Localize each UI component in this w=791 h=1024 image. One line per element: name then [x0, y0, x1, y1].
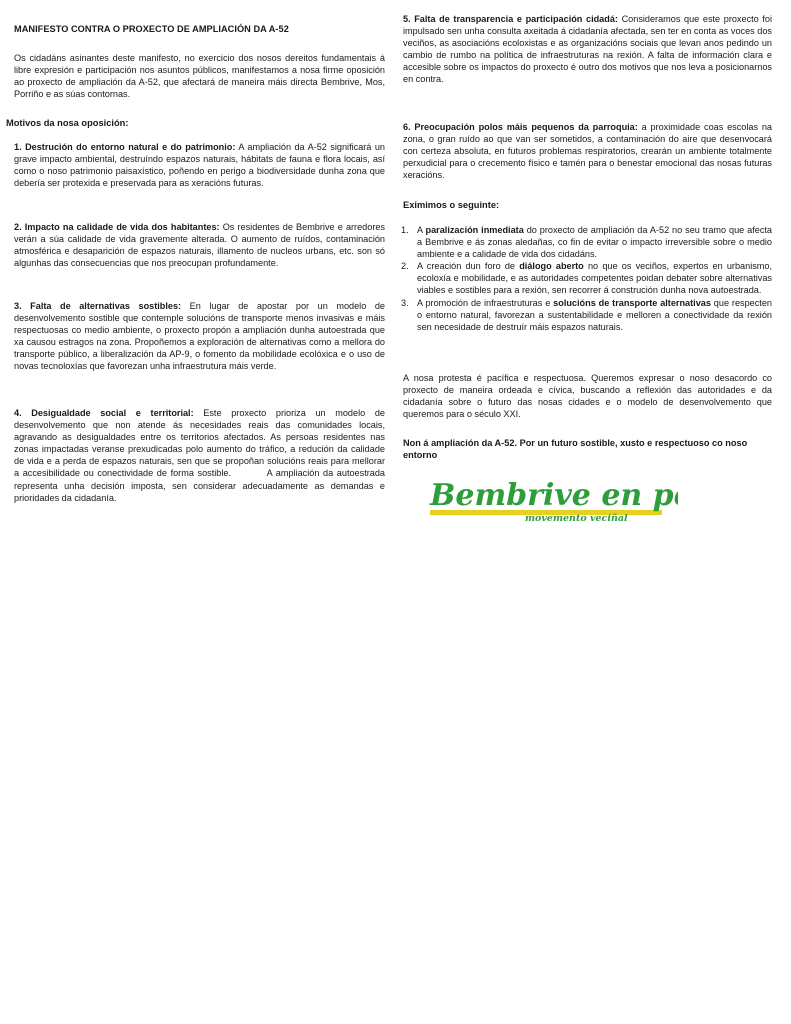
reason-text: Os residentes de Bembrive e arredores verán a súa calidade de vida gravemente alterada. O aumento de ruídos, contaminación atmosférica e desaparición de espazos naturais, illamento de nucleos urbans, etc. son só algunhas das consecuencias que nos preocupan profundamente.	[14, 222, 385, 269]
reason-4	[14, 407, 388, 504]
demand-text: no que os veciños, expertos en urbanismo, ecoloxía e mobilidade, e as autoridades competentes poidan debater sobre alternativas viables e sostibles para a rexión, sen recorrer á construción dunha nova autoestrada.	[417, 261, 772, 296]
reason-text: Este proxecto prioriza un modelo de desenvolvemento que non atende ás necesidades reais das comunidades locais, agravando as desigualdades entre os territorios afectados. As persoas residentes nas zonas impactadas veranse prexudicadas polo aumento do tráfico, a redución da calidade de vida e a perda de espazos naturais, sen que se propoñan solucións reais para mellorar a accesibilidade ou conectividade de forma sostible. A ampliación da autoestrada representa unha decisión imposta, sen considerar adecuadamente as demandas e prioridades da cidadanía.	[14, 408, 388, 503]
reason-5	[403, 13, 772, 86]
reason-lead: 1. Destrución do entorno natural e do patrimonio:	[14, 142, 236, 152]
demand-text: A promoción de infraestruturas e	[417, 297, 554, 308]
intro-paragraph	[14, 52, 385, 100]
reason-text: A ampliación da A-52 significará un grave impacto ambiental, destruíndo espazos naturais, hábitats de fauna e flora locais, así como o noso patrimonio paisaxístico, poñendo en perigo a biodiversidade dunha zona que debería ser protexida e preservada para as xeracións futuras.	[14, 142, 385, 189]
reason-1	[14, 141, 385, 189]
demand-emphasis: paralización inmediata	[425, 225, 524, 235]
logo-tagline: movemento veciñal	[525, 513, 628, 524]
demand-text: A creación dun foro de	[417, 261, 520, 272]
closing-text: A nosa protesta é pacífica e respectuosa. Queremos expresar o noso desacordo co proxecto de maneira ordeada e cívica, buscando a reflexión das autoridades e da cidadanía sobre o futuro das nosas cidades e o modelo de desenvolvemento que queremos para o século XXI.	[403, 373, 772, 420]
demand-item	[403, 260, 772, 296]
intro-text: Os cidadáns asinantes deste manifesto, no exercicio dos nosos dereitos fundamentais á libre expresión e participación nos asuntos públicos, manifestamos a nosa firme oposición ao proxecto de ampliación da A-52, que afectará de maneira máis directa Bembrive, Mos, Porriño e as súas contornas.	[14, 53, 385, 100]
demand-text: A	[417, 225, 426, 235]
exiximos-heading: Eximimos o seguinte:	[403, 200, 500, 210]
logo-wordmark: Bembrive en pé	[430, 478, 678, 513]
demand-emphasis: diálogo aberto	[519, 261, 584, 272]
demands-list	[403, 224, 772, 333]
reason-2	[14, 221, 385, 269]
closing-paragraph	[403, 372, 772, 420]
reason-lead: 2. Impacto na calidade de vida dos habitantes:	[14, 222, 220, 232]
reason-text: a proximidade coas escolas na zona, o gran ruído ao que van ser sometidos, a contaminación do aire que desenvocará con certeza absoluta, en futuros problemas respiratorios, crearán un ambiente totalmente perxudicial para o crecemento físico e tamén para o benestar emocional das nosas futuras xeracións.	[403, 122, 772, 181]
reason-lead: 4. Desigualdade social e territorial:	[14, 408, 194, 418]
demand-item	[403, 224, 772, 260]
demand-text: do proxecto de ampliación da A-52 no seu tramo que afecta a Bembrive e ás zonas aledañas, co fin de evitar o impacto irreversible sobre o medio ambiente e a calidade de vida dos cidadáns.	[417, 225, 773, 260]
document-title: MANIFESTO CONTRA O PROXECTO DE AMPLIACIÓN DA A-52	[14, 24, 289, 34]
demand-number: 3.	[401, 297, 409, 308]
reason-text: Consideramos que este proxecto foi impulsado sen unha consulta axeitada á cidadanía afectada, sen ter en conta as voces dos veciños, as asociacións ecoloxistas e as organizacións sociais que levan anos pedindo un cambio de rumbo na política de infraestruturas na rexión. A falta de información clara e accesible sobre os impactos do proxecto é outro dos motivos que nos leva a posicionarnos en contra.	[403, 14, 772, 85]
reason-6	[403, 121, 772, 181]
demand-text: que respecten o entorno natural, favorezan a sustentabilidade e melloren a conectividade da rexión sen necesidade de destruír máis espazos naturais.	[417, 297, 772, 332]
reason-3	[14, 300, 385, 373]
reason-lead: 5. Falta de transparencia e participación cidadá:	[403, 14, 618, 24]
motivos-heading: Motivos da nosa oposición:	[6, 118, 129, 128]
reason-lead: 3. Falta de alternativas sostibles:	[14, 301, 182, 311]
demand-number: 1.	[401, 225, 409, 235]
logo-graphic	[428, 478, 678, 524]
final-statement: Non á ampliación da A-52. Por un futuro sostible, xusto e respectuoso co noso entorno	[403, 438, 748, 461]
demand-number: 2.	[401, 261, 409, 272]
demand-emphasis: solucións de transporte alternativas	[553, 297, 711, 308]
reason-text: En lugar de apostar por un modelo de desenvolvemento sostible que contemple solucións de transporte menos invasivas e máis respectuosas co medio ambiente, o proxecto propón a ampliación dunha autoestrada que xa causou estragos na zona. Propoñemos a exploración de alternativas como a mellora do transporte público, a liberalización da AP-9, o fomento da mobilidade ecolóxica e o uso de novas tecnoloxías que favorezan unha infraestrutura máis verde.	[14, 301, 385, 372]
reason-lead: 6. Preocupación polos máis pequenos da parroquia:	[403, 122, 638, 132]
demand-item	[403, 297, 772, 333]
bembrive-logo	[428, 478, 678, 524]
